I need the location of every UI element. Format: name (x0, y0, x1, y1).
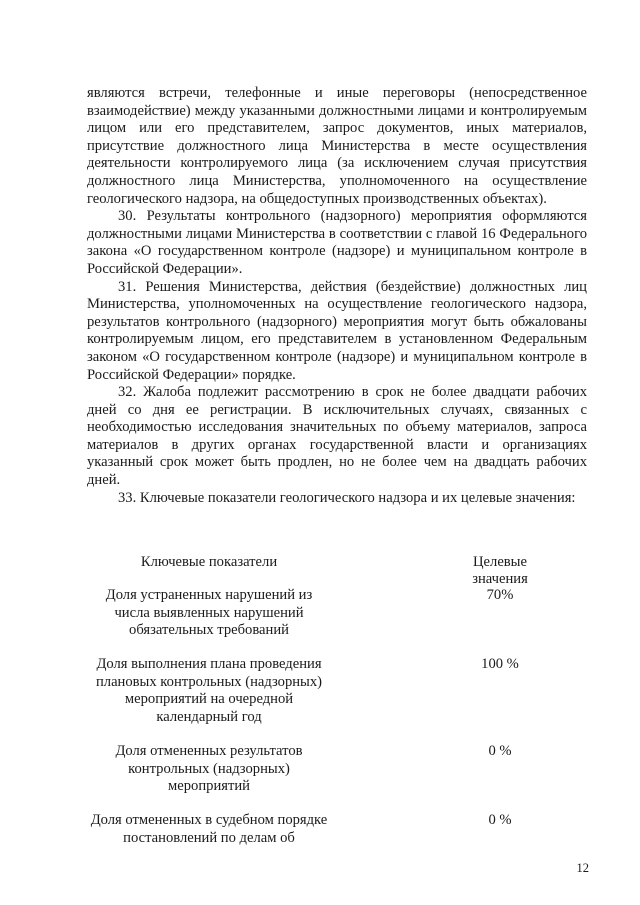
kpi-indicator: Доля выполнения плана проведения плановых контрольных (надзорных) мероприятий на очередной календарный год (95, 656, 323, 725)
kpi-target: 100 % (481, 656, 519, 672)
kpi-table-header (87, 554, 587, 587)
kpi-target: 0 % (488, 812, 512, 828)
kpi-indicator: Доля устраненных нарушений из числа выявленных нарушений обязательных требований (105, 587, 313, 639)
paragraph-30: 30. Результаты контрольного (надзорного) мероприятия оформляются должностными лицами Министерства в соответствии с главой 16 Федерального закона «О государственном контроле (надзоре) и муниципальном контроле в Российской Федерации». (87, 208, 587, 277)
kpi-target: 70% (486, 587, 514, 603)
paragraph-continuation: являются встречи, телефонные и иные переговоры (непосредственное взаимодействие) между указанными должностными лицами и контролируемым лицом или его представителем, запрос документов, иных материалов, присутствие должностного лица Министерства в месте осуществления деятельности контролируемого лица (за исключением случая присутствия должностного лица Министерства, уполномоченного на осуществление геологического надзора, на общедоступных производственных объектах). (87, 85, 587, 207)
paragraph-32: 32. Жалоба подлежит рассмотрению в срок не более двадцати рабочих дней со дня ее регистрации. В исключительных случаях, связанных с необходимостью исследования значительных по объему материалов, запроса материалов в других органах государственной власти и организациях указанный срок может быть продлен, но не более чем на двадцать рабочих дней. (87, 384, 587, 489)
body-text (87, 85, 587, 507)
paragraph-31: 31. Решения Министерства, действия (бездействие) должностных лиц Министерства, уполномоченных на осуществление геологического надзора, результатов контрольного (надзорного) мероприятия могут быть обжалованы контролируемым лицом, его представителем в установленном Федеральным законом «О государственном контроле (надзоре) и муниципальном контроле в Российской Федерации» порядке. (87, 278, 587, 383)
kpi-header-target: Целевые значения (472, 554, 528, 587)
kpi-header-indicator: Ключевые показатели (140, 554, 278, 570)
kpi-target: 0 % (488, 743, 512, 759)
kpi-indicator: Доля отмененных результатов контрольных (надзорных) мероприятий (115, 743, 303, 795)
kpi-indicator: Доля отмененных в судебном порядке постановлений по делам об (90, 812, 328, 846)
page-number: 12 (576, 861, 589, 875)
paragraph-33: 33. Ключевые показатели геологического надзора и их целевые значения: (118, 489, 576, 506)
